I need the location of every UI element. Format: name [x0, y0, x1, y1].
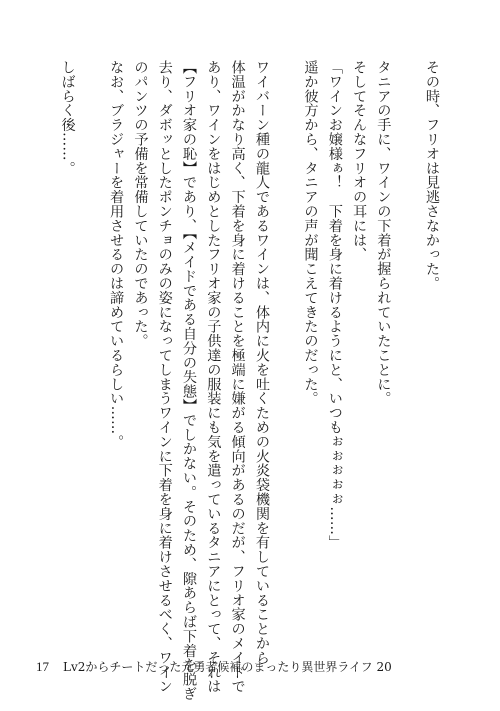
text-line: あり、ワインをはじめとしたフリオ家の子供達の服装にも気を遣っているタニアにとって、それは — [205, 60, 222, 694]
text-line — [395, 60, 419, 640]
text-line: 体温がかなり高く、下着を身に着けることを極端に嫌がる傾向があるのだが、フリオ家のメイドで — [229, 60, 246, 694]
text-line: のパンツの予備を常備していたのであった。 — [132, 60, 149, 348]
text-line: 去り、ダボッとしたポンチョのみの姿になってしまうワインに下着を身に着けさせるべく、ワイン — [156, 60, 173, 694]
page-number: 17 — [36, 659, 49, 674]
book-title: Lv2からチートだった元勇者候補のまったり異世界ライフ 20 — [63, 660, 392, 674]
text-line: 遥か彼方から、タニアの声が聞こえてきたのだった。 — [302, 60, 319, 406]
text-line: 「ワインお嬢様ぁ！ 下着を身に着けるようにと、いつもぉぉぉぉぉ……」 — [326, 60, 343, 550]
text-line: なお、ブラジャーを着用させるのは諦めているらしい……。 — [108, 60, 125, 449]
text-line — [274, 60, 298, 640]
text-line — [80, 60, 104, 640]
text-line: しばらく後……。 — [59, 60, 76, 176]
text-line: 【フリオ家の恥】であり、【メイドである自分の失態】でしかない。そのため、隙あらば下着を脱ぎ — [181, 60, 198, 701]
text-line: その時、フリオは見逃さなかった。 — [424, 60, 440, 291]
text-line: タニアの手に、ワインの下着が握られていたことに。 — [375, 60, 392, 406]
text-line: そしてそんなフリオの耳には、 — [351, 60, 368, 262]
page-footer — [36, 658, 392, 675]
text-line: ワイバーン種の龍人であるワインは、体内に火を吐くための火炎袋機関を有していることから — [253, 60, 270, 665]
